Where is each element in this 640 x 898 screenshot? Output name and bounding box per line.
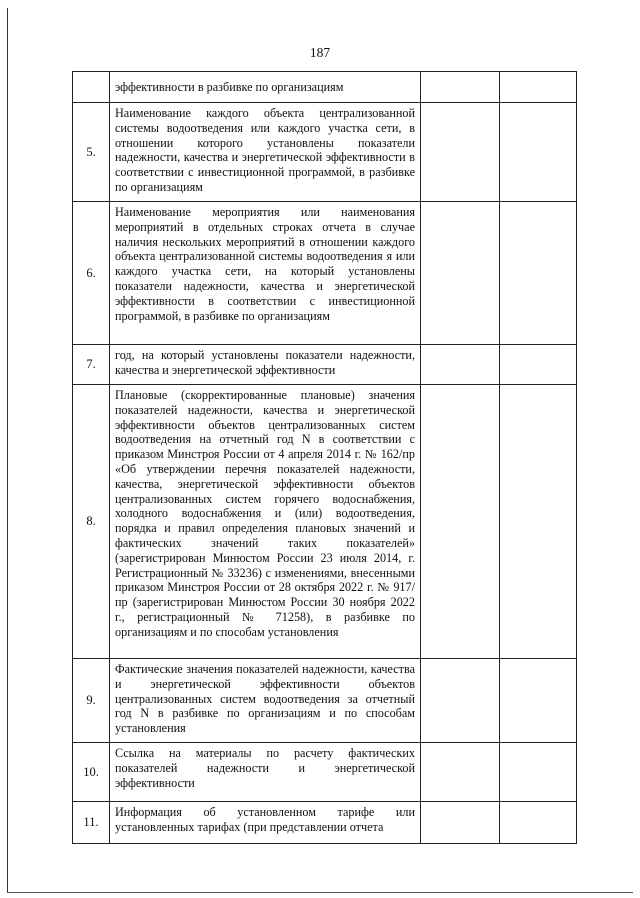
row-text: Информация об установленном тарифе или установленных тарифах (при представлении отчета (110, 802, 421, 844)
row-number: 5. (73, 103, 110, 202)
value-cell (500, 802, 577, 844)
value-cell (421, 103, 500, 202)
table-row (73, 72, 577, 103)
row-number: 8. (73, 385, 110, 659)
value-cell (421, 385, 500, 659)
row-number: 11. (73, 802, 110, 844)
row-number (73, 72, 110, 103)
value-cell (421, 659, 500, 743)
table-row (73, 659, 577, 743)
value-cell (500, 345, 577, 385)
value-cell (421, 802, 500, 844)
row-text: Наименование каждого объекта централизованной системы водоотведения или каждого участка сети, в отношении которого установлены показатели надежности, качества и энергетической эффективности в соответствии с инвестиционной программой, в разбивке по организациям (110, 103, 421, 202)
table-row (73, 202, 577, 345)
value-cell (500, 72, 577, 103)
value-cell (421, 345, 500, 385)
value-cell (500, 202, 577, 345)
value-cell (500, 743, 577, 802)
row-number: 9. (73, 659, 110, 743)
row-text: Фактические значения показателей надежности, качества и энергетической эффективности объектов централизованных систем водоотведения за отчетный год N в разбивке по организациям и по способам установления (110, 659, 421, 743)
value-cell (500, 103, 577, 202)
scan-frame-bottom (7, 892, 633, 893)
row-text: Ссылка на материалы по расчету фактических показателей надежности и энергетической эффективности (110, 743, 421, 802)
row-number: 10. (73, 743, 110, 802)
row-text: Наименование мероприятия или наименования мероприятий в отдельных строках отчета в случае наличия нескольких мероприятий в отношении каждого объекта централизованной системы водоотведения я или каждого участка сети, на который установлены показатели надежности, качества и энергетической эффективности в соответствии с инвестиционной программой, в разбивке по организациям (110, 202, 421, 345)
value-cell (500, 385, 577, 659)
row-text: год, на который установлены показатели надежности, качества и энергетической эффективности (110, 345, 421, 385)
table-row (73, 345, 577, 385)
row-text: эффективности в разбивке по организациям (110, 72, 421, 103)
table-row (73, 103, 577, 202)
table-row (73, 802, 577, 844)
scan-frame-left (7, 8, 8, 893)
row-number: 7. (73, 345, 110, 385)
table-row (73, 743, 577, 802)
value-cell (421, 743, 500, 802)
row-number: 6. (73, 202, 110, 345)
value-cell (500, 659, 577, 743)
table-row (73, 385, 577, 659)
value-cell (421, 202, 500, 345)
row-text: Плановые (скорректированные плановые) значения показателей надежности, качества и энергетической эффективности объектов централизованных систем водоотведения на отчетный год N в соответствии с приказом Минстроя России от 4 апреля 2014 г. № 162/пр «Об утверждении перечня показателей надежности, качества, энергетической эффективности объектов централизованных систем горячего водоснабжения, холодного водоснабжения и (или) водоотведения, порядка и правил определения плановых значений и фактических значений таких показателей» (зарегистрирован Минюстом России 23 июля 2014, г. Регистрационный № 33236) с изменениями, внесенными приказом Минстроя России от 28 октября 2022 г. № 917/пр (зарегистрирован Минюстом России 30 ноября 2022 г., регистрационный № 71258), в разбивке по организациям и по способам установления (110, 385, 421, 659)
page-number: 187 (309, 45, 331, 60)
report-table (72, 71, 577, 844)
value-cell (421, 72, 500, 103)
